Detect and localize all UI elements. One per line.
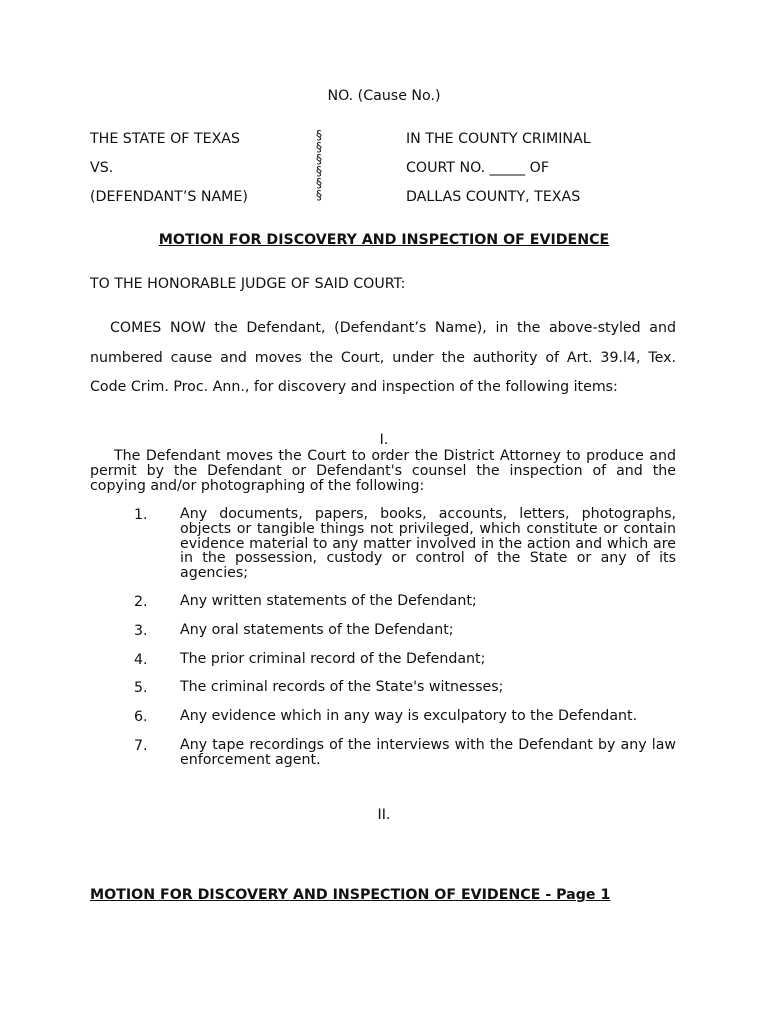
caption-defendant-name: (DEFENDANT’S NAME) [90, 189, 248, 205]
page-footer: MOTION FOR DISCOVERY AND INSPECTION OF EVIDENCE - Page 1 [90, 887, 611, 903]
list-item: Any documents, papers, books, accounts, letters, photographs, objects or tangible things not privileged, which constitute or contain evidence material to any matter involved in the action and which are in the possession, custody or control of the State or any of its agencies; [180, 506, 676, 582]
cause-number: NO. (Cause No.) [327, 88, 441, 104]
document-title: MOTION FOR DISCOVERY AND INSPECTION OF EVIDENCE [158, 232, 610, 248]
list-item-number: 6. [134, 709, 148, 725]
section-mark: § [316, 140, 322, 154]
section-numeral-two: II. [377, 807, 391, 823]
list-item: Any oral statements of the Defendant; [180, 622, 454, 638]
list-item: The prior criminal record of the Defendant; [180, 651, 486, 667]
section-mark: § [316, 128, 322, 142]
section-mark: § [316, 176, 322, 190]
list-item-number: 2. [134, 594, 148, 610]
list-item: Any evidence which in any way is exculpatory to the Defendant. [180, 708, 638, 724]
caption-court-line-1: IN THE COUNTY CRIMINAL [406, 131, 591, 147]
list-item: Any written statements of the Defendant; [180, 593, 477, 609]
caption-versus: VS. [90, 160, 114, 176]
list-item-number: 5. [134, 680, 148, 696]
list-item: The criminal records of the State's witnesses; [180, 679, 504, 695]
caption-court-line-3: DALLAS COUNTY, TEXAS [406, 189, 581, 205]
caption-court-line-2: COURT NO. _____ OF [406, 160, 549, 176]
list-item-number: 1. [134, 507, 148, 523]
list-item-number: 4. [134, 652, 148, 668]
caption-state: THE STATE OF TEXAS [90, 131, 241, 147]
section-one-paragraph: The Defendant moves the Court to order the District Attorney to produce and permit by the Defendant or Defendant's counsel the inspection of and the copying and/or photographing of the following: [90, 448, 676, 494]
section-mark: § [316, 188, 322, 202]
salutation: TO THE HONORABLE JUDGE OF SAID COURT: [90, 276, 406, 292]
list-item-number: 3. [134, 623, 148, 639]
list-item: Any tape recordings of the interviews with the Defendant by any law enforcement agent. [180, 737, 676, 768]
section-mark: § [316, 164, 322, 178]
list-item-number: 7. [134, 738, 148, 754]
section-numeral-one: I. [379, 432, 389, 448]
section-mark: § [316, 152, 322, 166]
intro-paragraph: COMES NOW the Defendant, (Defendant’s Name), in the above-styled and numbered cause and moves the Court, under the authority of Art. 39.l4, Tex. Code Crim. Proc. Ann., for discovery and inspection of the following items: [90, 320, 676, 395]
